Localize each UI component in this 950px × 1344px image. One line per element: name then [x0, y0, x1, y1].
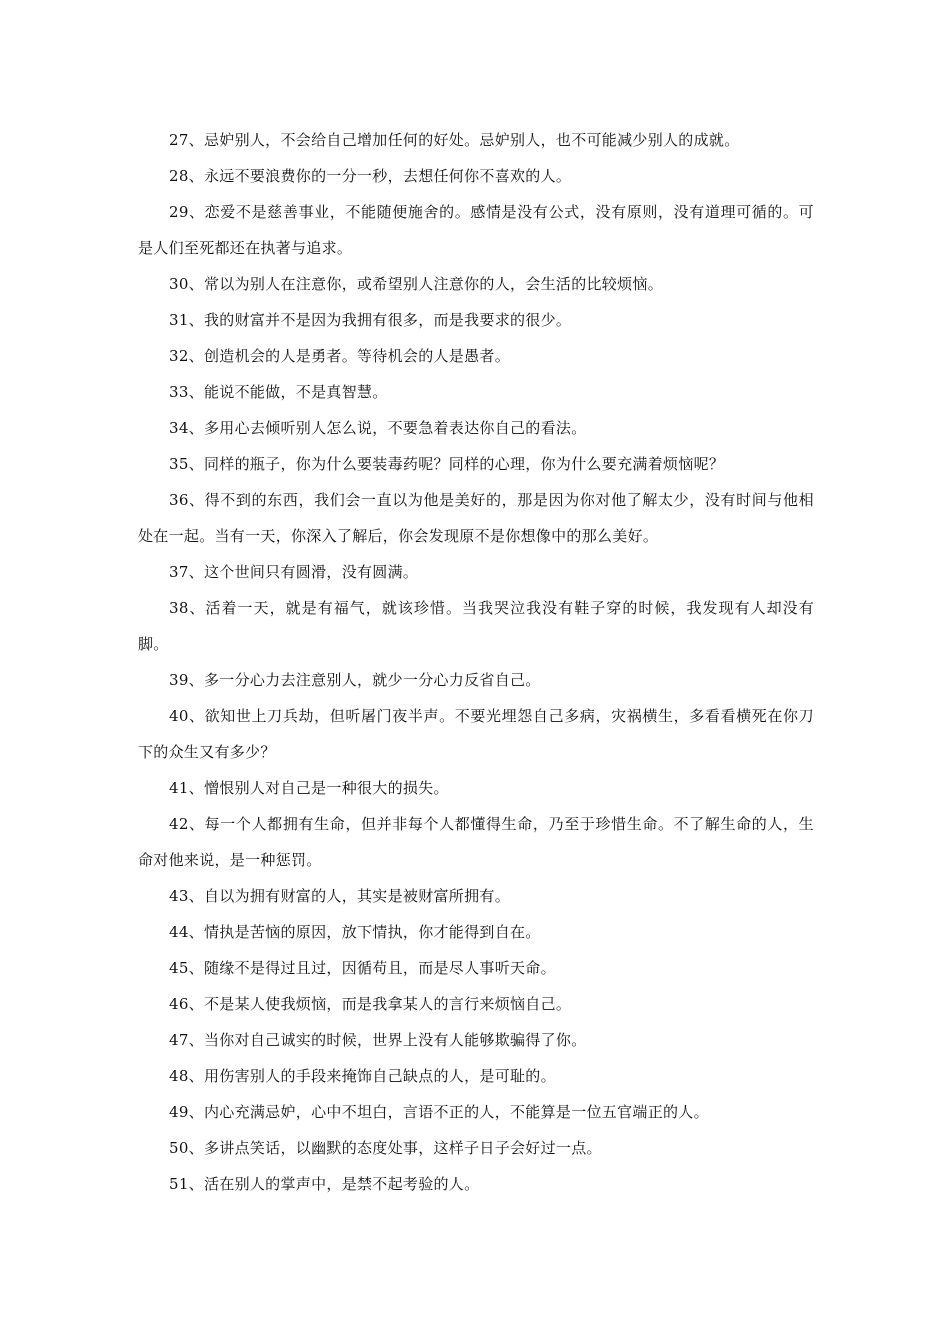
paragraph-36: 36、得不到的东西，我们会一直以为他是美好的，那是因为你对他了解太少，没有时间与他相处在一起。当有一天，你深入了解后，你会发现原不是你想像中的那么美好。: [138, 491, 814, 545]
paragraph-50: 50、多讲点笑话，以幽默的态度处事，这样子日子会好过一点。: [169, 1139, 602, 1157]
paragraph-31: 31、我的财富并不是因为我拥有很多，而是我要求的很少。: [169, 311, 572, 329]
paragraph-47: 47、当你对自己诚实的时候，世界上没有人能够欺骗得了你。: [169, 1031, 587, 1049]
document-body: [138, 122, 814, 1202]
paragraph-41: 41、憎恨别人对自己是一种很大的损失。: [169, 779, 449, 797]
paragraph-46: 46、不是某人使我烦恼，而是我拿某人的言行来烦恼自己。: [169, 995, 572, 1013]
paragraph-45: 45、随缘不是得过且过，因循苟且，而是尽人事听天命。: [169, 959, 556, 977]
paragraph-29: 29、恋爱不是慈善事业，不能随便施舍的。感情是没有公式，没有原则，没有道理可循的。可是人们至死都还在执著与追求。: [138, 203, 814, 257]
paragraph-51: 51、活在别人的掌声中，是禁不起考验的人。: [169, 1175, 480, 1193]
paragraph-30: 30、常以为别人在注意你，或希望别人注意你的人，会生活的比较烦恼。: [169, 275, 663, 293]
paragraph-48: 48、用伤害别人的手段来掩饰自己缺点的人，是可耻的。: [169, 1067, 556, 1085]
paragraph-40: 40、欲知世上刀兵劫，但听屠门夜半声。不要光埋怨自己多病，灾祸横生，多看看横死在你刀下的众生又有多少？: [138, 707, 814, 761]
paragraph-44: 44、情执是苦恼的原因，放下情执，你才能得到自在。: [169, 923, 541, 941]
paragraph-42: 42、每一个人都拥有生命，但并非每个人都懂得生命，乃至于珍惜生命。不了解生命的人，生命对他来说，是一种惩罚。: [138, 815, 814, 869]
paragraph-38: 38、活着一天，就是有福气，就该珍惜。当我哭泣我没有鞋子穿的时候，我发现有人却没有脚。: [138, 599, 814, 653]
paragraph-39: 39、多一分心力去注意别人，就少一分心力反省自己。: [169, 671, 541, 689]
paragraph-43: 43、自以为拥有财富的人，其实是被财富所拥有。: [169, 887, 510, 905]
paragraph-35: 35、同样的瓶子，你为什么要装毒药呢？同样的心理，你为什么要充满着烦恼呢？: [169, 455, 725, 473]
paragraph-37: 37、这个世间只有圆滑，没有圆满。: [169, 563, 419, 581]
paragraph-49: 49、内心充满忌妒，心中不坦白，言语不正的人，不能算是一位五官端正的人。: [169, 1103, 709, 1121]
paragraph-32: 32、创造机会的人是勇者。等待机会的人是愚者。: [169, 347, 510, 365]
paragraph-27: 27、忌妒别人，不会给自己增加任何的好处。忌妒别人，也不可能减少别人的成就。: [169, 131, 740, 149]
paragraph-34: 34、多用心去倾听别人怎么说，不要急着表达你自己的看法。: [169, 419, 587, 437]
paragraph-28: 28、永远不要浪费你的一分一秒，去想任何你不喜欢的人。: [169, 167, 572, 185]
paragraph-33: 33、能说不能做，不是真智慧。: [169, 383, 388, 401]
